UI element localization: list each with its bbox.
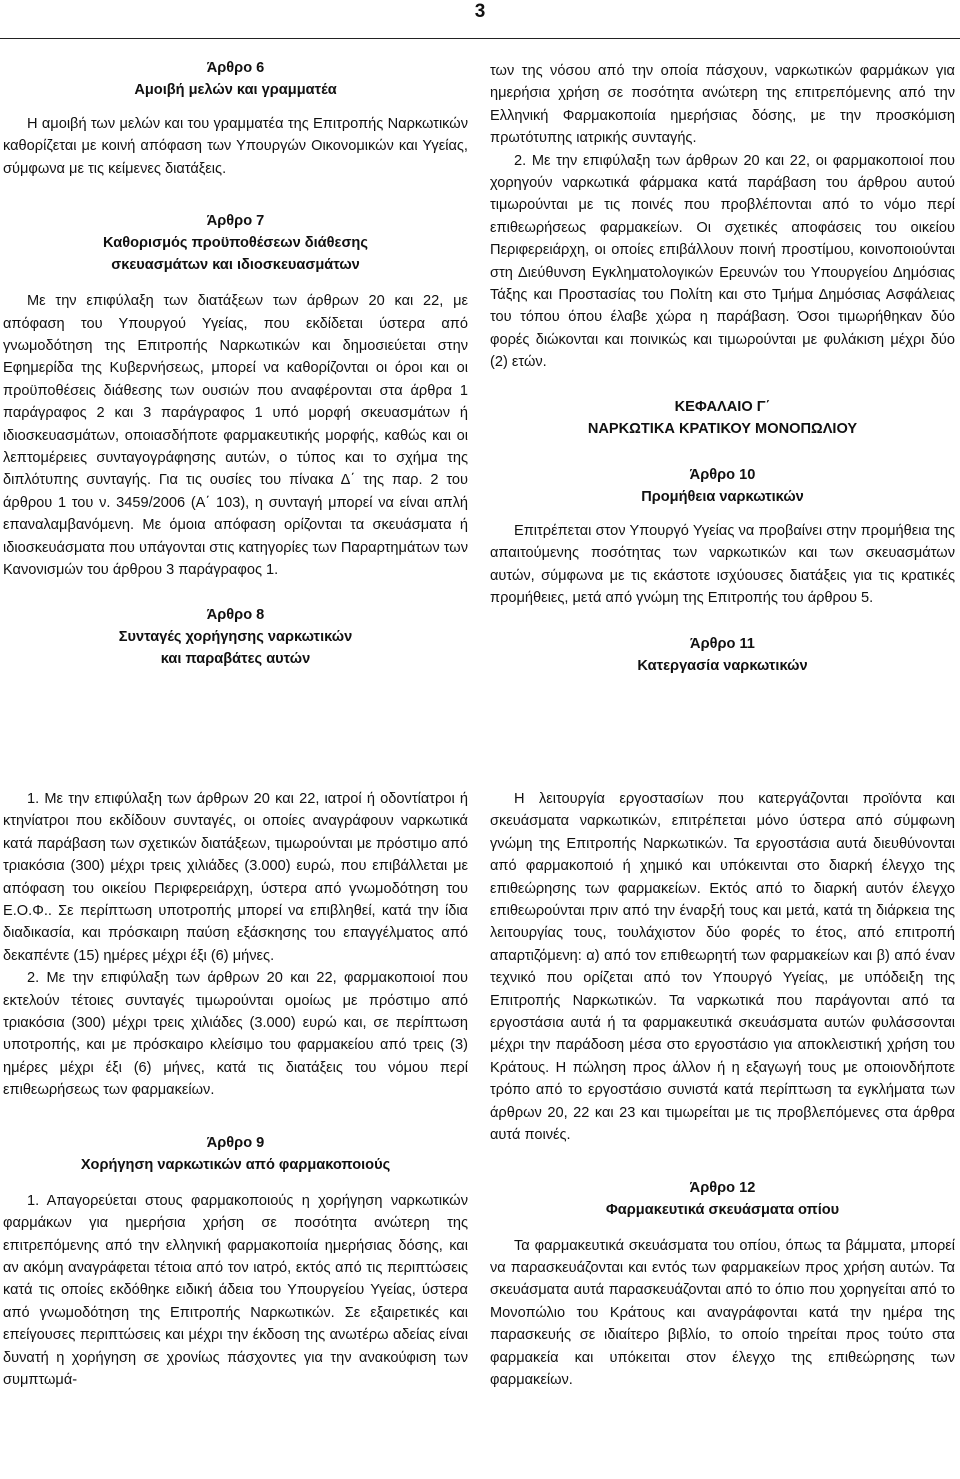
article-7-subtitle-line2: σκευασμάτων και ιδιοσκευασμάτων [111, 257, 360, 274]
article-12-title: Άρθρο 12 [689, 1179, 756, 1196]
article-9-paragraph-2: 2. Με την επιφύλαξη των άρθρων 20 και 22, οι φαρμακοποιοί που χορηγούν ναρκωτικά φάρμακα κατά παράβαση του άρθρου αυτού τιμωρούνται με τις ποινές που προβλέπονται από το νόμο περί επιθεωρήσεως φαρμακείων. Οι σχετικές αποφάσεις του οικείου Περιφερειάρχη, οι οποίες επιβάλλουν ποινή προστίμου, κοινοποιούνται στη Διεύθυνση Εγκληματολογικών Ερευνών του Υπουργείου Δημόσιας Τάξης και Προστασίας του Πολίτη και στο Τμήμα Δημόσιας Ασφάλειας του τόπου όπου έλαβε χώρα η παράβαση. Όσοι τιμωρήθηκαν δύο φορές διώκονται και ποινικώς και τιμωρούνται με φυλάκιση μέχρι δύο (2) ετών. [490, 152, 955, 371]
article-7-heading [3, 210, 468, 276]
article-10-subtitle: Προμήθεια ναρκωτικών [641, 488, 804, 505]
article-12-subtitle: Φαρμακευτικά σκευάσματα οπίου [605, 1201, 840, 1218]
article-10-title: Άρθρο 10 [689, 466, 756, 483]
page-number: 3 [474, 1, 486, 22]
article-9-subtitle: Χορήγηση ναρκωτικών από φαρμακοποιούς [80, 1156, 391, 1173]
left-column-upper [3, 57, 468, 692]
article-8-paragraph-2: 2. Με την επιφύλαξη των άρθρων 20 και 22, φαρμακοποιοί που εκτελούν τέτοιες συνταγές τιμωρούνται ομοίως με πρόστιμο από τριακόσια (300) μέχρι τρεις χιλιάδες (3.000) ευρώ και, σε περίπτωση υποτροπής, και με πρόσκαιρο κλείσιμο του φαρμακείου από τρεις (3) ημέρες μέχρι έξι (6) μήνες, κατά τις διατάξεις του νόμου περί επιθεωρήσεως των φαρμακείων. [3, 970, 468, 1099]
article-11-subtitle: Κατεργασία ναρκωτικών [637, 658, 808, 675]
chapter-subtitle: ΝΑΡΚΩΤΙΚΑ ΚΡΑΤΙΚΟΥ ΜΟΝΟΠΩΛΙΟΥ [587, 420, 858, 437]
article-8-title: Άρθρο 8 [206, 606, 265, 623]
article-8-paragraph-1: 1. Με την επιφύλαξη των άρθρων 20 και 22, ιατροί ή οδοντίατροι ή κτηνίατροι που εκδίδουν συνταγές, οι οποίες αναγράφουν ναρκωτικά κατά παράβαση των σχετικών διατάξεων, τιμωρούνται με πρόστιμο από τριακόσια (300) μέχρι τρεις χιλιάδες (3.000) ευρώ, που επιβάλλεται με απόφαση του οικείου Περιφερειάρχη, ύστερα από γνωμοδότηση του Ε.Ο.Φ.. Σε περίπτωση υποτροπής μπορεί να επιβληθεί, κατά την ίδια διαδικασία, και πρόσκαιρη παύση εξάσκησης του επαγγέλματος από δεκαπέντε (15) ημέρες μέχρι έξι (6) μήνες. [3, 791, 468, 964]
article-11-heading [490, 633, 955, 677]
left-column-lower [3, 788, 468, 1391]
article-7-title: Άρθρο 7 [206, 213, 265, 230]
article-9-paragraph: 1. Απαγορεύεται στους φαρμακοποιούς η χορήγηση ναρκωτικών φαρμάκων για ημερήσια χρήση σε ποσότητα ανώτερη της επιτρεπόμενης από την ελληνική φαρμακοποιία ημερήσιας δόσης, και αν ακόμη αναγράφεται τέτοια από τον ιατρό, εκτός από τις περιπτώσεις κατά τις οποίες εκδόθηκε ειδική άδεια του Υπουργείου Υγείας, ύστερα από γνωμοδότηση της Επιτροπής Ναρκωτικών. Σε εξαιρετικές και επείγουσες περιπτώσεις και μέχρι την έκδοση της ανωτέρω αδείας είναι δυνατή η χορήγηση σε χρονίως πάσχοντες για την ανακούφιση των συμπτωμά- [3, 1192, 468, 1388]
chapter-heading [490, 396, 955, 440]
article-8-subtitle-line1: Συνταγές χορήγησης ναρκωτικών [118, 628, 353, 645]
article-12-heading [490, 1177, 955, 1221]
article-11-paragraph: Η λειτουργία εργοστασίων που κατεργάζονται προϊόντα και σκευάσματα ναρκωτικών, επιτρέπεται μόνο ύστερα από σύμφωνη γνώμη της Επιτροπής Ναρκωτικών. Τα εργοστάσια αυτά διευθύνονται από φαρμακοποιό ή χημικό και υπόκεινται στο διαρκή έλεγχο της επιθεώρησης των φαρμακείων. Εκτός από το διαρκή αυτόν έλεγχο επιθεωρούνται πριν από την έναρξή τους και μετά, κατά τη διάρκεια της λειτουργίας τους, τουλάχιστον δύο φορές το έτος, από επιτροπή απαρτιζόμενη: α) από τον επιθεωρητή των φαρμακείων και β) από έναν τεχνικό που ορίζεται από τον Υπουργό Υγείας, με υπόδειξη της Επιτροπής Ναρκωτικών. Τα ναρκωτικά που παράγονται από τα εργοστάσια αυτά ή τα φαρμακευτικά σκευάσματα αυτών φυλάσσονται μέχρι την παράδοση μέσα στο εργοστάσιο για αποκλειστική χρήση του Κράτους. Η πώληση προς άλλον ή η εξαγωγή τους με οποιονδήποτε τρόπο από το εργοστάσιο συνιστά κατά περίπτωση τα εγκλήματα των άρθρων 20, 22 και 23 και τιμωρείται με τις προβλεπόμενες στα άρθρα αυτά ποινές. [490, 791, 955, 1144]
article-8-subtitle-line2: και παραβάτες αυτών [160, 650, 311, 667]
article-11-title: Άρθρο 11 [690, 636, 755, 653]
article-6-subtitle: Αμοιβή μελών και γραμματέα [134, 82, 337, 98]
article-6-heading [3, 57, 468, 101]
header-divider [0, 38, 960, 39]
article-7-subtitle-line1: Καθορισμός προϋποθέσεων διάθεσης [103, 235, 368, 252]
article-10-heading [490, 464, 955, 508]
article-12-paragraph: Τα φαρμακευτικά σκευάσματα του οπίου, όπως τα βάμματα, μπορεί να παρασκευάζονται και εντός των φαρμακείων προς χρήση αυτών. Τα σκευάσματα αυτά παρασκευάζονται από το όπιο που χορηγείται από το Μονοπώλιο του Κράτους και αναγράφονται κατά την ημέρα της παρασκευής σε ιδιαίτερο βιβλίο, το οποίο τηρείται προς τούτο στα φαρμακεία και υπόκειται στον έλεγχο της επιθεώρησης των φαρμακείων. [490, 1237, 955, 1388]
article-6-title: Άρθρο 6 [206, 60, 265, 76]
article-10-paragraph: Επιτρέπεται στον Υπουργό Υγείας να προβαίνει στην προμήθεια της απαιτούμενης ποσότητας των ναρκωτικών και των σκευασμάτων αυτών, σύμφωνα με τις εκάστοτε ισχύουσες διατάξεις για τις κρατικές προμήθειες, μετά από γνώμη της Επιτροπής του άρθρου 5. [490, 522, 955, 606]
right-column-upper [490, 60, 955, 699]
article-7-paragraph: Με την επιφύλαξη των διατάξεων των άρθρων 20 και 22, με απόφαση του Υπουργού Υγείας, που εκδίδεται ύστερα από γνωμοδότηση της Επιτροπής Ναρκωτικών και δημοσιεύεται στην Εφημερίδα της Κυβερνήσεως, μπορεί να καθορίζονται οι όροι και οι προϋποθέσεις διάθεσης των ουσιών που αναφέρονται στα άρθρα 1 παράγραφος 2 και 3 παράγραφος 1 υπό μορφή σκευασμάτων ή ιδιοσκευασμάτων, οποιασδήποτε φαρμακευτικής μορφής, καθώς και οι λεπτομέρειες συνταγογράφησης αυτών, ο τύπος και το σχήμα της διπλότυπης συνταγής. Για τις ουσίες του πίνακα Δ΄ της παρ. 2 του άρθρου 1 του ν. 3459/2006 (Α΄ 103), η συνταγή μπορεί να είναι απλή επαναλαμβανόμενη. Με όμοια απόφαση ορίζονται τα σκευάσματα ή ιδιοσκευάσματα που υπάγονται στις κατηγορίες των Παραρτημάτων των Κανονισμών του άρθρου 3 παράγραφος 1. [3, 293, 468, 579]
article-9-title: Άρθρο 9 [206, 1134, 265, 1151]
article-9-continuation: των της νόσου από την οποία πάσχουν, ναρκωτικών φαρμάκων για ημερήσια χρήση σε ποσότητα ανώτερη της επιτρεπόμενης από την Ελληνική Φαρμακοποιία ημερήσιας δόσης, με την προσκόμιση πρωτότυπης ιατρικής συνταγής. [490, 63, 955, 147]
article-9-heading [3, 1132, 468, 1176]
chapter-title: ΚΕΦΑΛΑΙΟ Γ΄ [674, 398, 771, 415]
right-column-lower [490, 788, 955, 1391]
article-8-heading [3, 604, 468, 670]
article-6-paragraph: Η αμοιβή των μελών και του γραμματέα της Επιτροπής Ναρκωτικών καθορίζεται με κοινή απόφαση των Υπουργών Οικονομικών και Υγείας, σύμφωνα με τις κείμενες διατάξεις. [3, 116, 468, 177]
